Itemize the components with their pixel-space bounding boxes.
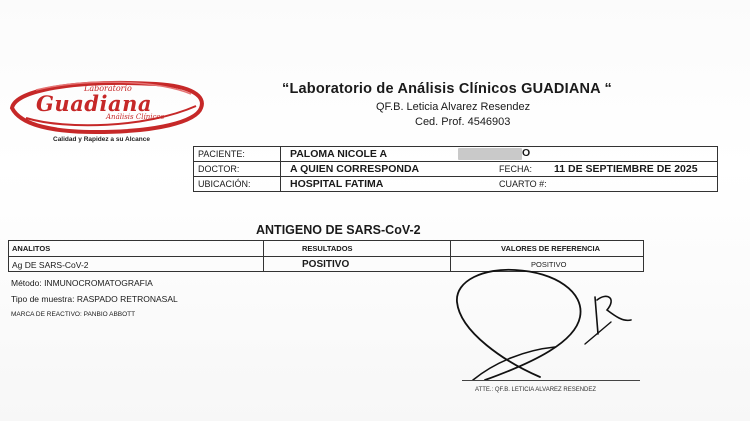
room-label: CUARTO #:: [499, 179, 547, 189]
location-label: UBICACIÓN:: [198, 179, 251, 189]
col-header-analitos: ANALITOS: [12, 244, 51, 253]
signature-line: [462, 380, 640, 381]
patient-name: PALOMA NICOLE A: [290, 148, 388, 160]
patient-label: PACIENTE:: [198, 149, 245, 159]
logo-lab-word: Laboratorio: [84, 84, 132, 93]
method-line: Método: INMUNOCROMATOGRAFIA: [11, 278, 153, 288]
reagent-line: MARCA DE REACTIVO: PANBIO ABBOTT: [11, 311, 136, 318]
patient-row: [194, 147, 717, 162]
handwritten-signature-icon: [445, 262, 645, 387]
chemist-name: QF.B. Leticia Alvarez Resendez: [376, 101, 531, 113]
doctor-label: DOCTOR:: [198, 164, 240, 174]
col-header-referencia: VALORES DE REFERENCIA: [501, 244, 601, 253]
col-header-resultados: RESULTADOS: [302, 244, 353, 253]
redaction-bar: [458, 148, 522, 160]
location-row: [194, 177, 717, 192]
lab-logo: [6, 78, 211, 150]
location-value: HOSPITAL FATIMA: [290, 178, 384, 190]
doctor-row: [194, 162, 717, 177]
logo-brand-word: Guadiana: [36, 91, 152, 116]
date-value: 11 DE SEPTIEMBRE DE 2025: [554, 163, 698, 175]
sample-type-line: Tipo de muestra: RASPADO RETRONASAL: [11, 294, 178, 304]
logo-tagline: Calidad y Rapidez a su Alcance: [53, 136, 150, 143]
logo-sub-word: Análisis Clínicos: [106, 113, 165, 121]
reference-cell: POSITIVO: [531, 260, 567, 269]
result-cell: POSITIVO: [302, 259, 350, 270]
professional-license: Ced. Prof. 4546903: [415, 116, 511, 128]
patient-info-box: [193, 146, 718, 192]
col-divider-1: [263, 241, 264, 271]
analyte-cell: Ag DE SARS-CoV-2: [12, 260, 89, 270]
test-title: ANTIGENO DE SARS-CoV-2: [256, 223, 421, 237]
doctor-value: A QUIEN CORRESPONDA: [290, 163, 420, 175]
signature-name: ATTE.: QF.B. LETICIA ALVAREZ RESENDEZ: [475, 387, 597, 393]
date-label: FECHA:: [499, 164, 533, 174]
patient-name-tail: O: [522, 147, 531, 159]
lab-title: “Laboratorio de Análisis Clínicos GUADIANA “: [282, 81, 612, 97]
